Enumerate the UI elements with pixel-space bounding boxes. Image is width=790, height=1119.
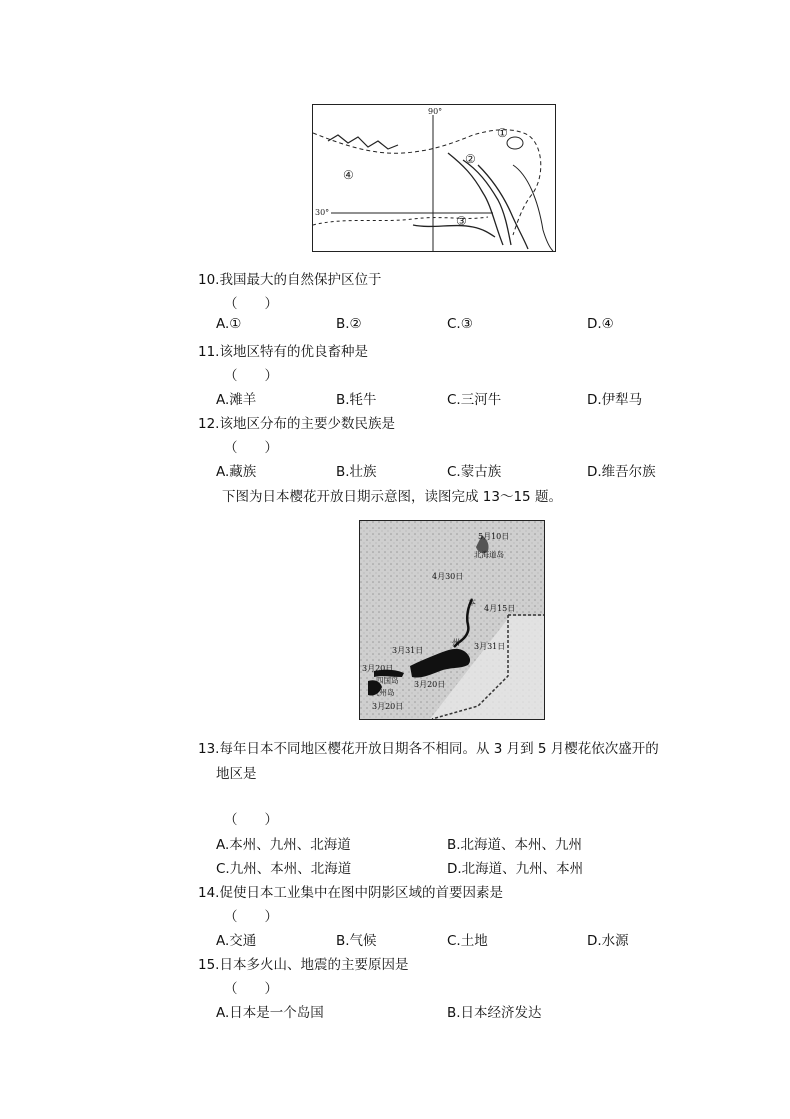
question-14-option-c: C.土地 (447, 933, 488, 949)
label-mar20-mid: 3月20日 (414, 680, 446, 689)
question-10-option-a: A.① (216, 316, 242, 332)
question-11-option-a: A.滩羊 (216, 392, 257, 408)
qinghai-lake (507, 137, 523, 149)
question-14-option-b: B.气候 (336, 933, 377, 949)
label-may10: 5月10日 (478, 532, 510, 541)
river-1 (448, 153, 503, 245)
label-apr30: 4月30日 (432, 572, 464, 581)
question-13-stem-cont: 地区是 (216, 766, 257, 782)
question-13-option-d: D.北海道、九州、本州 (447, 861, 584, 877)
label-hon: 本 (468, 598, 476, 607)
question-15-option-b: B.日本经济发达 (447, 1005, 542, 1021)
question-13-stem: 13.每年日本不同地区樱花开放日期各不相同。从 3 月到 5 月樱花依次盛开的 (198, 741, 659, 757)
yarlung-river (413, 225, 495, 237)
question-11-option-c: C.三河牛 (447, 392, 502, 408)
label-zhou: 州 (452, 638, 460, 647)
section-intro: 下图为日本樱花开放日期示意图，读图完成 13～15 题。 (222, 489, 562, 505)
question-12-option-b: B.壮族 (336, 464, 377, 480)
question-11-answer-paren: （ ） (224, 368, 278, 384)
question-14-option-a: A.交通 (216, 933, 257, 949)
question-14-stem: 14.促使日本工业集中在图中阴影区域的首要因素是 (198, 885, 503, 901)
lon-label: 90° (428, 107, 443, 116)
river-4 (513, 165, 553, 251)
lat-label: 30° (315, 208, 330, 217)
question-10-option-d: D.④ (587, 316, 614, 332)
label-hokkaido: 北海道岛 (474, 550, 504, 559)
question-13-option-c: C.九州、本州、北海道 (216, 861, 352, 877)
region-3-label: ③ (456, 214, 467, 228)
question-11-option-b: B.牦牛 (336, 392, 377, 408)
kunlun-ridge (328, 135, 398, 149)
region-2-label: ② (465, 152, 476, 166)
question-15-answer-paren: （ ） (224, 981, 278, 997)
question-12-option-d: D.维吾尔族 (587, 464, 656, 480)
question-12-option-c: C.蒙古族 (447, 464, 502, 480)
question-12-option-a: A.藏族 (216, 464, 257, 480)
region-1-label: ① (497, 126, 508, 140)
label-kyushu: 九州岛 (372, 688, 395, 697)
question-11-stem: 11.该地区特有的优良畜种是 (198, 344, 368, 360)
question-10-option-b: B.② (336, 316, 362, 332)
label-apr15: 4月15日 (484, 604, 516, 613)
question-13-option-b: B.北海道、本州、九州 (447, 837, 583, 853)
label-mar31-east: 3月31日 (474, 642, 506, 651)
label-mar31-west: 3月31日 (392, 646, 424, 655)
river-3 (478, 165, 528, 249)
question-11-option-d: D.伊犁马 (587, 392, 643, 408)
qinghai-tibet-map-drawing (313, 105, 555, 251)
question-15-stem: 15.日本多火山、地震的主要原因是 (198, 957, 409, 973)
qinghai-tibet-map (312, 104, 556, 252)
region-4-label: ④ (343, 168, 354, 182)
question-15-option-a: A.日本是一个岛国 (216, 1005, 324, 1021)
question-13-option-a: A.本州、九州、北海道 (216, 837, 351, 853)
question-13-answer-paren: （ ） (224, 812, 278, 828)
label-shikoku: 四国岛 (376, 676, 399, 685)
question-12-answer-paren: （ ） (224, 440, 278, 456)
japan-cherry-map (359, 520, 545, 720)
province-boundary (313, 130, 541, 235)
question-10-answer-paren: （ ） (224, 296, 278, 312)
question-14-option-d: D.水源 (587, 933, 629, 949)
label-mar20-west: 3月20日 (362, 664, 394, 673)
question-14-answer-paren: （ ） (224, 909, 278, 925)
question-12-stem: 12.该地区分布的主要少数民族是 (198, 416, 395, 432)
question-10-stem: 10.我国最大的自然保护区位于 (198, 272, 382, 288)
question-10-option-c: C.③ (447, 316, 473, 332)
label-mar20-south: 3月20日 (372, 702, 404, 711)
japan-cherry-map-drawing (360, 521, 544, 719)
